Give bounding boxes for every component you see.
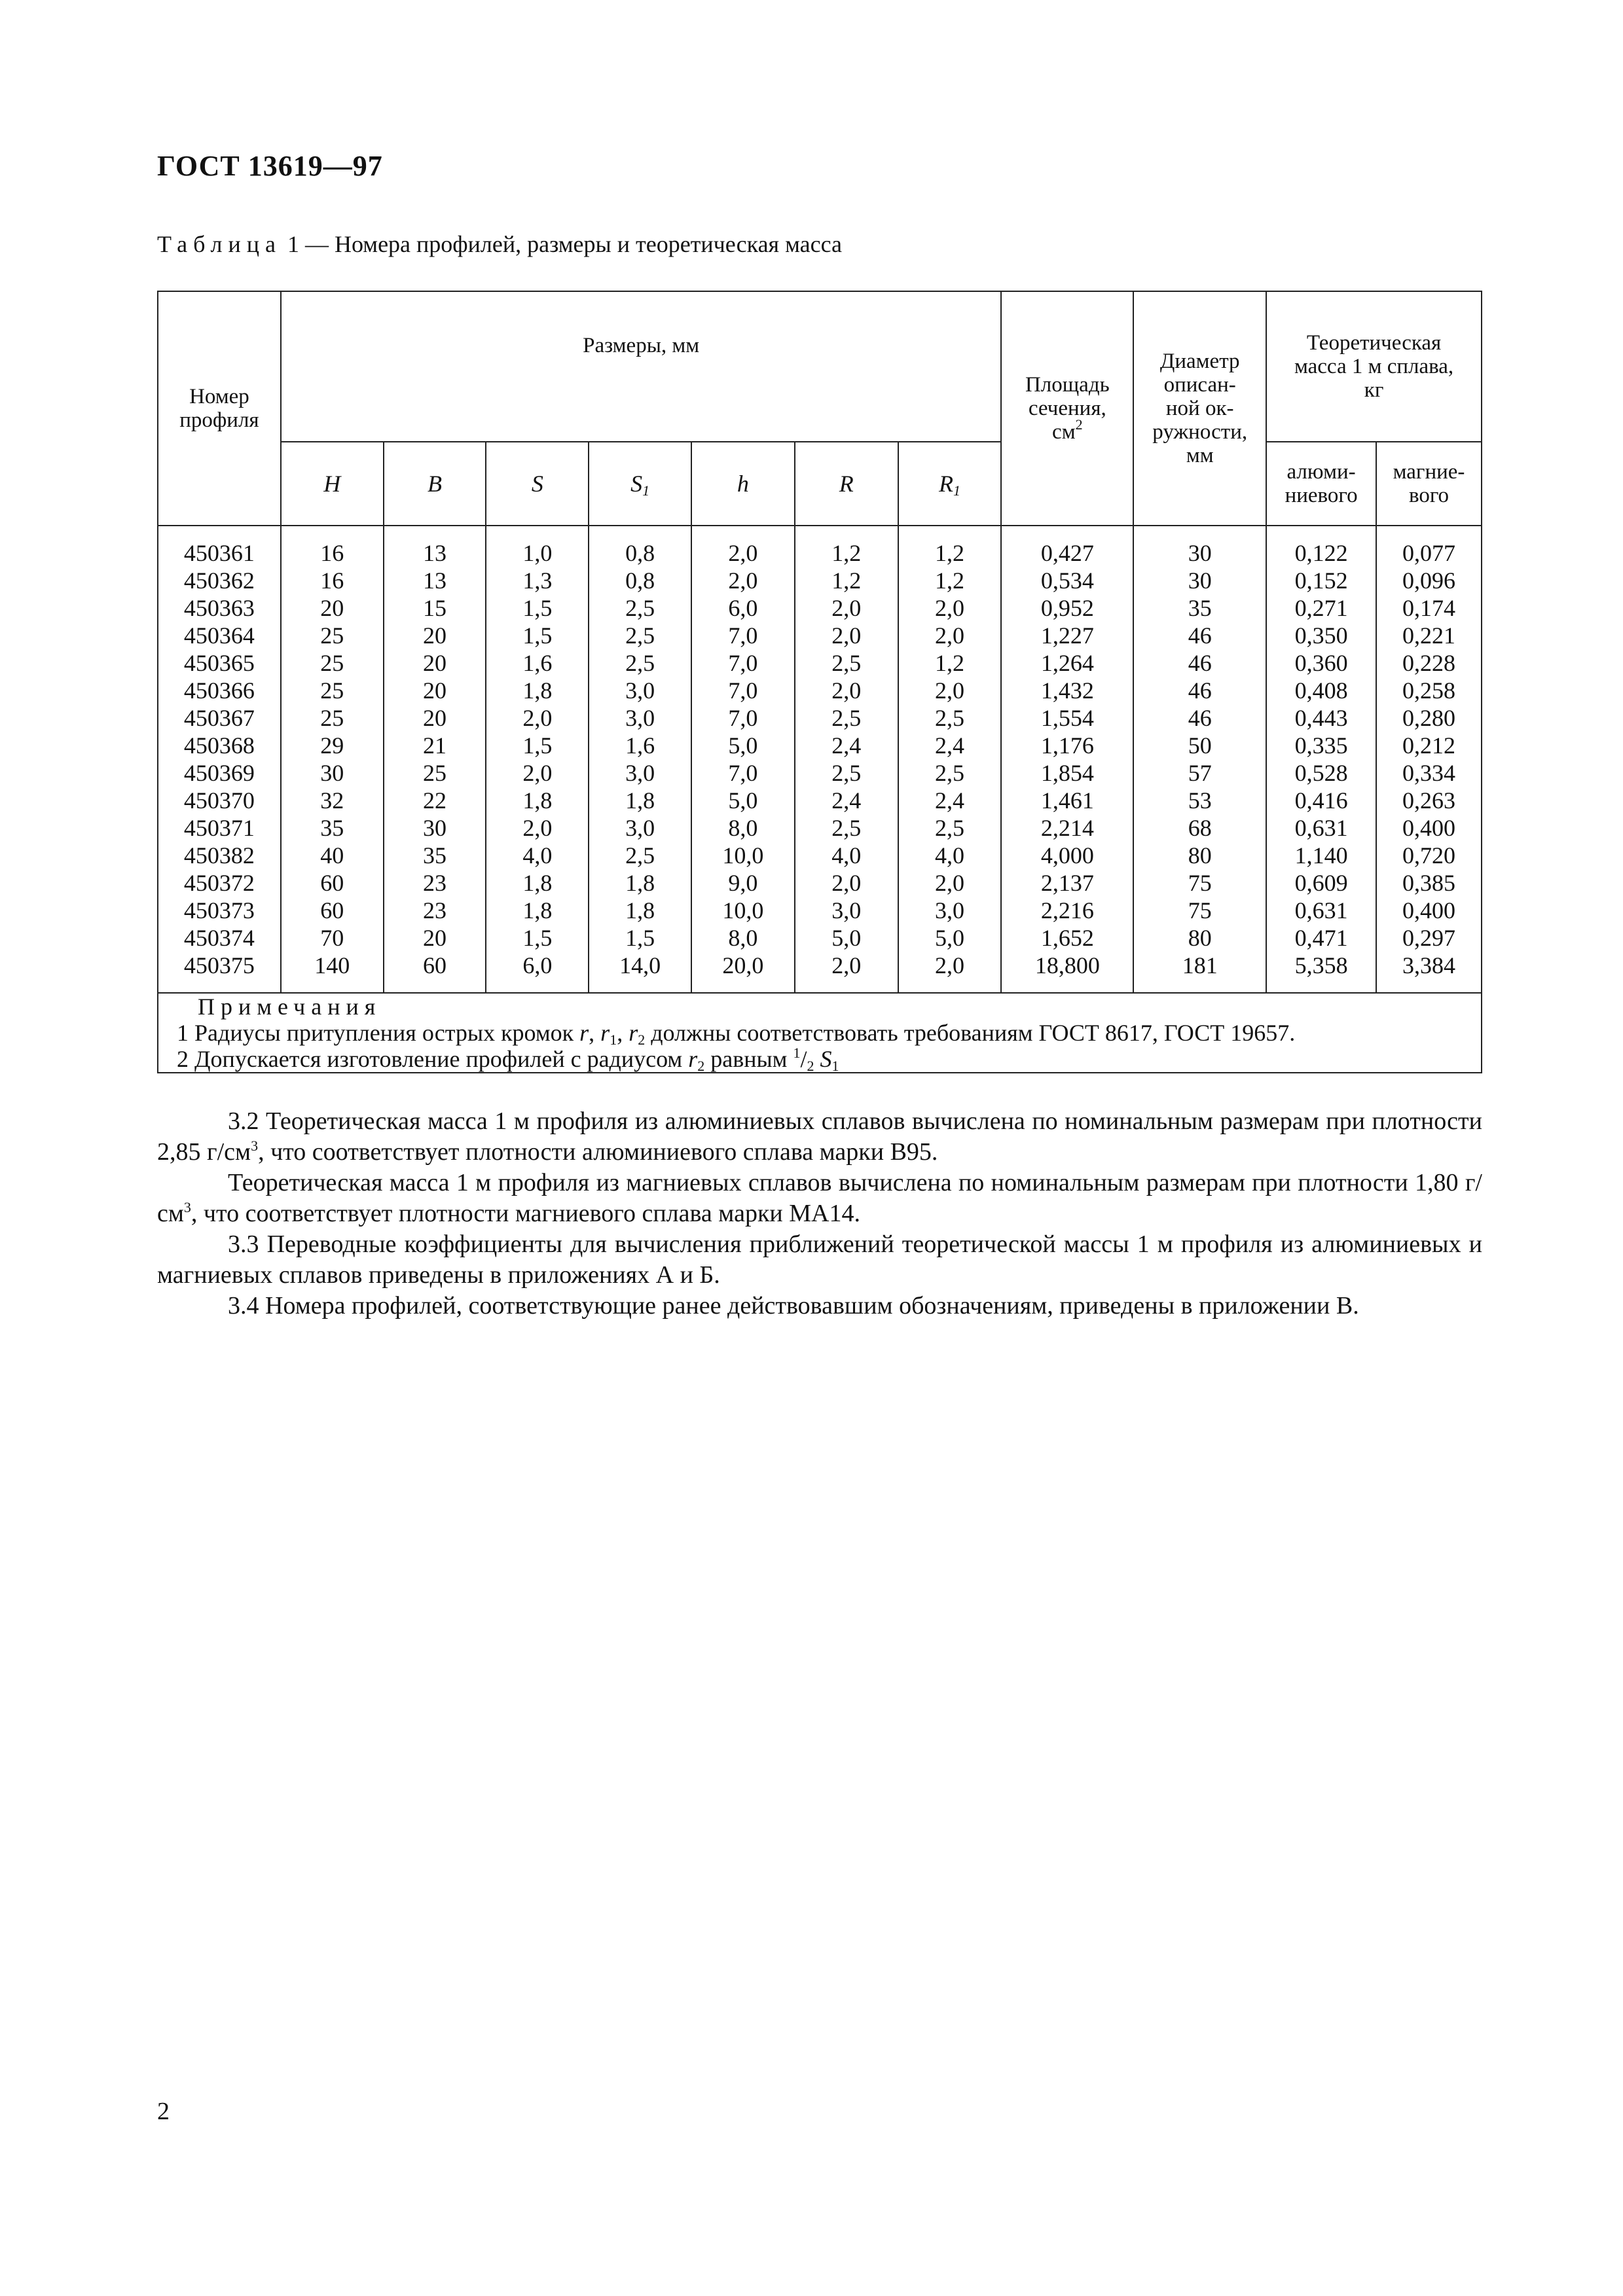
table-row [158, 842, 1482, 869]
table-cell: 1,5 [486, 924, 589, 952]
table-cell: 7,0 [691, 649, 795, 677]
header-area: Площадь сечения, $см^2$ [1001, 291, 1133, 526]
table-cell: 0,263 [1376, 787, 1482, 814]
header-dim-S: S [486, 442, 589, 526]
table-cell: 0,334 [1376, 759, 1482, 787]
table-cell: 4,0 [795, 842, 898, 869]
table-cell: 80 [1133, 924, 1266, 952]
table-cell: 46 [1133, 649, 1266, 677]
document-title: ГОСТ 13619—97 [157, 150, 383, 182]
header-dim-S1: $S_1$ [589, 442, 691, 526]
table-cell: 30 [1133, 526, 1266, 567]
table-cell: 2,0 [898, 594, 1002, 622]
table-cell: 20 [384, 924, 486, 952]
table-cell: 4,0 [898, 842, 1002, 869]
table-cell: 0,258 [1376, 677, 1482, 704]
table-cell: 1,461 [1001, 787, 1133, 814]
profile-number-cell: 450365 [158, 649, 281, 677]
table-cell: 2,4 [795, 732, 898, 759]
table-cell: 7,0 [691, 759, 795, 787]
table-cell: 0,271 [1266, 594, 1376, 622]
table-cell: 15 [384, 594, 486, 622]
table-row [158, 897, 1482, 924]
table-cell: 20,0 [691, 952, 795, 993]
table-row [158, 787, 1482, 814]
profile-number-cell: 450372 [158, 869, 281, 897]
table-cell: 1,8 [589, 897, 691, 924]
table-row [158, 677, 1482, 704]
table-cell: 3,0 [589, 814, 691, 842]
table-cell: 0,720 [1376, 842, 1482, 869]
table-cell: 0,471 [1266, 924, 1376, 952]
table-cell: 2,4 [898, 787, 1002, 814]
table-cell: 2,5 [589, 842, 691, 869]
table-cell: 0,408 [1266, 677, 1376, 704]
table-cell: 1,5 [486, 622, 589, 649]
table-body [158, 526, 1482, 993]
table-cell: 2,0 [795, 594, 898, 622]
table-cell: 16 [281, 526, 384, 567]
table-cell: 2,0 [898, 677, 1002, 704]
profile-number-cell: 450363 [158, 594, 281, 622]
profile-number-cell: 450362 [158, 567, 281, 594]
table-row [158, 594, 1482, 622]
table-row [158, 759, 1482, 787]
table-cell: 5,0 [795, 924, 898, 952]
table-cell: 9,0 [691, 869, 795, 897]
table-cell: 1,2 [795, 526, 898, 567]
paragraph-3-2-magnesium: Теоретическая масса 1 м профиля из магниевых сплавов вычислена по номинальным размерам при плотности 1,80 $г/см^3$, что соответствует плотности магниевого сплава марки МА14. [157, 1169, 1482, 1227]
table-cell: 1,8 [486, 787, 589, 814]
table-cell: 7,0 [691, 677, 795, 704]
profile-number-cell: 450382 [158, 842, 281, 869]
table-notes [158, 993, 1482, 1073]
table-cell: 53 [1133, 787, 1266, 814]
paragraph-3-3: 3.3 Переводные коэффициенты для вычисления приближений теоретической массы 1 м профиля из алюминиевых и магниевых сплавов приведены в приложениях А и Б. [157, 1230, 1482, 1289]
table-row [158, 924, 1482, 952]
header-dim-h: h [691, 442, 795, 526]
table-cell: 46 [1133, 622, 1266, 649]
table-cell: 2,5 [898, 814, 1002, 842]
table-cell: 1,554 [1001, 704, 1133, 732]
table-cell: 0,360 [1266, 649, 1376, 677]
table-cell: 6,0 [691, 594, 795, 622]
table-cell: 1,0 [486, 526, 589, 567]
table-cell: 30 [1133, 567, 1266, 594]
table-cell: 25 [281, 622, 384, 649]
table-cell: 0,152 [1266, 567, 1376, 594]
table-cell: 2,0 [486, 704, 589, 732]
table-cell: 1,5 [486, 732, 589, 759]
table-caption-title: — Номера профилей, размеры и теоретическая масса [304, 231, 843, 257]
table-cell: 16 [281, 567, 384, 594]
table-cell: 2,0 [795, 952, 898, 993]
table-cell: 18,800 [1001, 952, 1133, 993]
notes-heading: Примечания [198, 994, 382, 1020]
table-row [158, 649, 1482, 677]
table-cell: 1,6 [589, 732, 691, 759]
table-row [158, 732, 1482, 759]
table-cell: 1,176 [1001, 732, 1133, 759]
table-cell: 0,631 [1266, 897, 1376, 924]
table-cell: 0,8 [589, 526, 691, 567]
table-cell: 0,427 [1001, 526, 1133, 567]
table-cell: 1,3 [486, 567, 589, 594]
table-cell: 35 [281, 814, 384, 842]
table-cell: 0,8 [589, 567, 691, 594]
table-cell: 20 [384, 704, 486, 732]
table-cell: 35 [1133, 594, 1266, 622]
table-cell: 30 [281, 759, 384, 787]
table-cell: 3,0 [589, 677, 691, 704]
table-cell: 40 [281, 842, 384, 869]
table-cell: 0,385 [1376, 869, 1482, 897]
table-cell: 46 [1133, 677, 1266, 704]
table-cell: 25 [281, 677, 384, 704]
header-magnesium: магние- вого [1376, 442, 1482, 526]
table-cell: 0,212 [1376, 732, 1482, 759]
table-cell: 0,631 [1266, 814, 1376, 842]
table-cell: 25 [384, 759, 486, 787]
paragraph-3-4: 3.4 Номера профилей, соответствующие ранее действовавшим обозначениям, приведены в приложении В. [228, 1292, 1359, 1319]
table-cell: 1,140 [1266, 842, 1376, 869]
table-cell: 2,0 [795, 677, 898, 704]
table-cell: 1,8 [589, 869, 691, 897]
table-cell: 1,2 [898, 649, 1002, 677]
table-cell: 0,174 [1376, 594, 1482, 622]
header-dim-R: R [795, 442, 898, 526]
table-cell: 2,0 [898, 869, 1002, 897]
table-cell: 2,5 [589, 649, 691, 677]
table-cell: 7,0 [691, 622, 795, 649]
table-cell: 10,0 [691, 897, 795, 924]
table-cell: 1,227 [1001, 622, 1133, 649]
table-cell: 1,5 [486, 594, 589, 622]
table-cell: 3,0 [589, 704, 691, 732]
table-cell: 2,5 [795, 649, 898, 677]
table-cell: 5,358 [1266, 952, 1376, 993]
table-cell: 25 [281, 649, 384, 677]
table-cell: 0,400 [1376, 814, 1482, 842]
table-cell: 1,8 [486, 869, 589, 897]
header-dim-H: H [281, 442, 384, 526]
profile-number-cell: 450375 [158, 952, 281, 993]
table-cell: 2,5 [795, 704, 898, 732]
profile-number-cell: 450367 [158, 704, 281, 732]
table-cell: 30 [384, 814, 486, 842]
profile-number-cell: 450373 [158, 897, 281, 924]
table-cell: 0,350 [1266, 622, 1376, 649]
table-row [158, 704, 1482, 732]
table-cell: 2,5 [589, 622, 691, 649]
table-cell: 1,2 [795, 567, 898, 594]
table-cell: 22 [384, 787, 486, 814]
table-cell: 23 [384, 869, 486, 897]
table-cell: 70 [281, 924, 384, 952]
table-cell: 2,0 [898, 952, 1002, 993]
header-profile-number: Номер профиля [158, 291, 281, 526]
header-dim-R1: $R_1$ [898, 442, 1002, 526]
table-cell: 1,264 [1001, 649, 1133, 677]
profiles-table [157, 291, 1482, 1073]
table-cell: 8,0 [691, 814, 795, 842]
table-cell: 20 [384, 622, 486, 649]
table-cell: 8,0 [691, 924, 795, 952]
table-row [158, 622, 1482, 649]
table-cell: 1,2 [898, 526, 1002, 567]
profile-number-cell: 450361 [158, 526, 281, 567]
table-row [158, 952, 1482, 993]
table-cell: 0,534 [1001, 567, 1133, 594]
header-theoretical-mass: Теоретическая масса 1 м сплава, кг [1266, 291, 1482, 442]
table-row [158, 526, 1482, 567]
table-cell: 0,609 [1266, 869, 1376, 897]
profile-number-cell: 450366 [158, 677, 281, 704]
header-dimensions: Размеры, мм [281, 291, 1002, 442]
table-cell: 35 [384, 842, 486, 869]
table-row [158, 814, 1482, 842]
table-row [158, 869, 1482, 897]
table-cell: 5,0 [898, 924, 1002, 952]
table-cell: 0,297 [1376, 924, 1482, 952]
table-cell: 13 [384, 567, 486, 594]
table-cell: 0,280 [1376, 704, 1482, 732]
table-cell: 0,096 [1376, 567, 1482, 594]
table-cell: 3,0 [589, 759, 691, 787]
table-cell: 0,528 [1266, 759, 1376, 787]
table-cell: 13 [384, 526, 486, 567]
table-cell: 2,0 [795, 622, 898, 649]
header-aluminium: алюми- ниевого [1266, 442, 1376, 526]
table-cell: 181 [1133, 952, 1266, 993]
profile-number-cell: 450364 [158, 622, 281, 649]
table-cell: 3,384 [1376, 952, 1482, 993]
table-cell: 2,0 [486, 759, 589, 787]
table-cell: 21 [384, 732, 486, 759]
profile-number-cell: 450368 [158, 732, 281, 759]
table-cell: 2,0 [795, 869, 898, 897]
table-caption [157, 230, 842, 258]
table-cell: 5,0 [691, 787, 795, 814]
table-cell: 1,5 [589, 924, 691, 952]
table-cell: 0,952 [1001, 594, 1133, 622]
table-cell: 20 [384, 649, 486, 677]
table-cell: 2,214 [1001, 814, 1133, 842]
table-cell: 75 [1133, 869, 1266, 897]
table-cell: 46 [1133, 704, 1266, 732]
table-cell: 0,335 [1266, 732, 1376, 759]
paragraph-3-2: 3.2 Теоретическая масса 1 м профиля из алюминиевых сплавов вычислена по номинальным размерам при плотности 2,85 $г/см^3$, что соответствует плотности алюминиевого сплава марки В95. [157, 1107, 1482, 1166]
table-cell: 20 [281, 594, 384, 622]
table-cell: 60 [384, 952, 486, 993]
table-cell: 2,4 [795, 787, 898, 814]
table-cell: 1,8 [589, 787, 691, 814]
table-cell: 1,8 [486, 677, 589, 704]
table-cell: 1,854 [1001, 759, 1133, 787]
table-cell: 4,0 [486, 842, 589, 869]
table-cell: 0,221 [1376, 622, 1482, 649]
table-caption-number: 1 [287, 231, 299, 257]
table-cell: 0,228 [1376, 649, 1482, 677]
table-cell: 1,6 [486, 649, 589, 677]
note-1: 1 Радиусы притупления острых кромок r, $r_1$, $r_2$ должны соответствовать требованиям ГОСТ 8617, ГОСТ 19657. [177, 1020, 1296, 1048]
table-cell: 2,5 [795, 759, 898, 787]
table-cell: 2,5 [898, 704, 1002, 732]
table-cell: 7,0 [691, 704, 795, 732]
table-cell: 1,652 [1001, 924, 1133, 952]
profile-number-cell: 450370 [158, 787, 281, 814]
table-cell: 2,0 [691, 567, 795, 594]
table-cell: 32 [281, 787, 384, 814]
table-row [158, 567, 1482, 594]
table-cell: 2,0 [486, 814, 589, 842]
table-cell: 80 [1133, 842, 1266, 869]
note-2: 2 Допускается изготовление профилей с радиусом $r_2$ равным $^1/_2$ $S_1$ [177, 1045, 839, 1074]
table-cell: 57 [1133, 759, 1266, 787]
table-cell: 2,137 [1001, 869, 1133, 897]
table-cell: 0,122 [1266, 526, 1376, 567]
table-cell: 3,0 [898, 897, 1002, 924]
table-cell: 5,0 [691, 732, 795, 759]
table-cell: 2,4 [898, 732, 1002, 759]
table-cell: 25 [281, 704, 384, 732]
table-cell: 140 [281, 952, 384, 993]
profile-number-cell: 450371 [158, 814, 281, 842]
table-cell: 1,2 [898, 567, 1002, 594]
table-cell: 0,416 [1266, 787, 1376, 814]
table-cell: 0,077 [1376, 526, 1482, 567]
table-cell: 10,0 [691, 842, 795, 869]
table-cell: 2,5 [898, 759, 1002, 787]
table-cell: 4,000 [1001, 842, 1133, 869]
table-cell: 75 [1133, 897, 1266, 924]
table-cell: 60 [281, 897, 384, 924]
table-cell: 3,0 [795, 897, 898, 924]
table-cell: 2,5 [589, 594, 691, 622]
table-cell: 6,0 [486, 952, 589, 993]
header-dim-B: B [384, 442, 486, 526]
table-cell: 1,432 [1001, 677, 1133, 704]
table-cell: 0,443 [1266, 704, 1376, 732]
table-cell: 2,5 [795, 814, 898, 842]
table-cell: 29 [281, 732, 384, 759]
table-cell: 68 [1133, 814, 1266, 842]
table-cell: 2,0 [691, 526, 795, 567]
table-cell: 1,8 [486, 897, 589, 924]
table-caption-label: Таблица [157, 231, 282, 257]
profile-number-cell: 450369 [158, 759, 281, 787]
profile-number-cell: 450374 [158, 924, 281, 952]
table-cell: 50 [1133, 732, 1266, 759]
table-cell: 2,216 [1001, 897, 1133, 924]
table-cell: 23 [384, 897, 486, 924]
header-diameter: Диаметр описан- ной ок- ружности, мм [1133, 291, 1266, 526]
table-cell: 2,0 [898, 622, 1002, 649]
page-number: 2 [157, 2098, 170, 2125]
table-cell: 0,400 [1376, 897, 1482, 924]
table-cell: 14,0 [589, 952, 691, 993]
table-cell: 60 [281, 869, 384, 897]
table-cell: 20 [384, 677, 486, 704]
body-text [157, 1106, 1482, 1321]
